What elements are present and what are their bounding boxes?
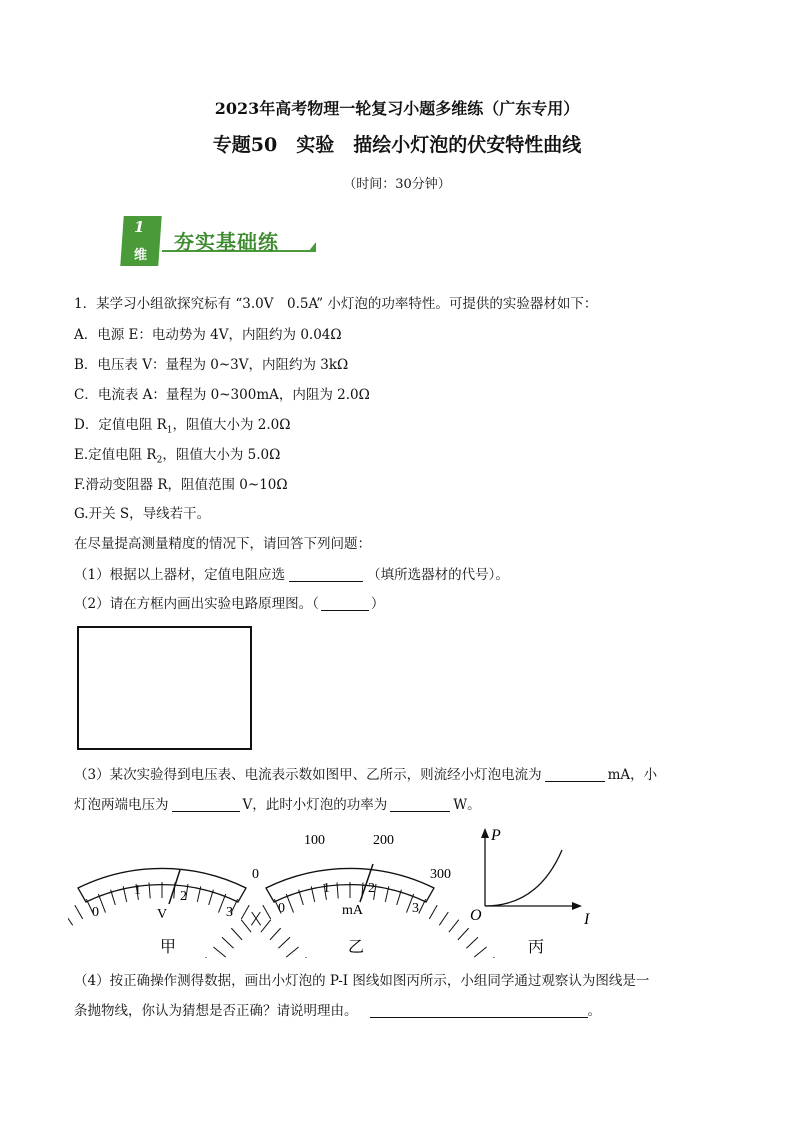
scale-tick <box>231 928 242 940</box>
part-3-unit-ma: mA，小 <box>607 767 658 783</box>
badge-wei: 维 <box>134 248 148 263</box>
option-d-pre: D．定值电阻 R <box>74 417 167 433</box>
time-limit: （时间：30分钟） <box>343 177 451 192</box>
pi-curve <box>485 850 562 906</box>
option-f: F.滑动变阻器 R，阻值范围 0~10Ω <box>74 477 288 493</box>
i-axis-arrow <box>572 902 582 910</box>
part-3-unit-v: V，此时小灯泡的功率为 <box>242 797 388 813</box>
part-4-line2 <box>74 999 601 1019</box>
answer-blank-reason[interactable] <box>370 1003 588 1018</box>
scale-tick <box>213 947 225 957</box>
section-badge <box>120 214 320 268</box>
ammeter-label-3: 3 <box>412 901 419 916</box>
part-2-text: （2）请在方框内画出实验电路原理图。（ <box>74 596 319 612</box>
scale-tick <box>439 912 448 925</box>
answer-blank-2[interactable] <box>321 596 369 611</box>
part-4-line1: （4）按正确操作测得数据，画出小灯泡的 P-I 图线如图丙所示，小组同学通过观察认为图线是一 <box>74 973 650 989</box>
graph-caption: 丙 <box>528 937 545 956</box>
part-3-text-b: 灯泡两端电压为 <box>74 797 169 813</box>
part-4-end: 。 <box>587 1003 601 1019</box>
p-axis-arrow <box>481 828 489 838</box>
badge-number: 1 <box>134 218 145 236</box>
ammeter-top-100: 100 <box>304 833 325 848</box>
q1-intro: 1．某学习小组欲探究标有 “3.0V 0.5A” 小灯泡的功率特性。可提供的实验器材如下： <box>74 296 598 312</box>
scale-tick <box>222 937 234 948</box>
part-3-line1 <box>74 763 657 783</box>
origin-label: O <box>470 907 482 924</box>
part-1 <box>74 563 509 583</box>
part-3-text-a: （3）某次实验得到电压表、电流表示数如图甲、乙所示，则流经小灯泡电流为 <box>74 767 542 783</box>
answer-blank-current[interactable] <box>545 767 605 782</box>
option-a: A．电源 E：电动势为 4V，内阻约为 0.04Ω <box>74 327 342 343</box>
voltmeter-label-2: 2 <box>180 889 187 904</box>
scale-tick <box>286 894 293 913</box>
paper-title: 2023年高考物理一轮复习小题多维练（广东专用） <box>214 99 580 118</box>
scale-tick <box>263 905 271 919</box>
scale-tick <box>481 957 494 958</box>
i-axis-label: I <box>584 911 590 928</box>
scale-tick <box>449 920 459 933</box>
scale-tick <box>429 905 437 919</box>
scale-tick <box>241 905 249 919</box>
part-1-text: （1）根据以上器材，定值电阻应选 <box>74 567 286 583</box>
scale-tick <box>206 957 219 958</box>
scale-tick <box>261 920 271 933</box>
ammeter-caption: 乙 <box>348 937 365 956</box>
ammeter-unit: mA <box>342 903 363 918</box>
part-2 <box>74 592 384 612</box>
scale-tick <box>458 928 469 940</box>
scale-tick <box>474 947 486 957</box>
meter-figures <box>68 826 608 958</box>
part-3-unit-w: W。 <box>453 797 481 813</box>
ammeter-top-0: 0 <box>252 867 259 882</box>
answer-blank-power[interactable] <box>390 797 450 812</box>
scale-tick <box>419 899 426 913</box>
voltmeter-unit: V <box>157 907 168 922</box>
ammeter-top-200: 200 <box>373 833 394 848</box>
p-axis-label: P <box>491 827 501 844</box>
badge-corner <box>308 242 316 252</box>
circuit-drawing-box[interactable] <box>77 626 252 750</box>
option-e-post: ，阻值大小为 5.0Ω <box>162 447 281 463</box>
ammeter-label-2: 2 <box>368 881 375 896</box>
option-e <box>74 443 280 466</box>
option-b: B．电压表 V：量程为 0~3V，内阻约为 3kΩ <box>74 357 349 373</box>
badge-text: 夯实基础练 <box>174 230 279 254</box>
part-4-text: 条抛物线，你认为猜想是否正确？请说明理由。 <box>74 1003 358 1019</box>
option-g: G.开关 S，导线若干。 <box>74 506 211 522</box>
scale-tick <box>278 937 290 948</box>
part-3-line2 <box>74 793 481 813</box>
voltmeter-needle <box>169 870 180 904</box>
q1-lead: 在尽量提高测量精度的情况下，请回答下列问题： <box>74 536 371 552</box>
voltmeter-label-0: 0 <box>92 905 99 920</box>
option-c: C．电流表 A：量程为 0~300mA，内阻为 2.0Ω <box>74 387 370 403</box>
ammeter-label-0: 0 <box>278 901 285 916</box>
ammeter-label-1: 1 <box>323 881 330 896</box>
scale-tick <box>68 912 73 925</box>
scale-tick <box>270 928 281 940</box>
ammeter-yi <box>192 833 507 958</box>
pi-graph-bing <box>470 827 590 956</box>
voltmeter-label-3: 3 <box>226 905 233 920</box>
ammeter-top-300: 300 <box>430 867 451 882</box>
scale-tick <box>286 947 298 957</box>
option-e-sub: 2 <box>156 455 163 466</box>
option-e-pre: E.定值电阻 R <box>74 447 157 463</box>
scale-tick <box>98 894 105 913</box>
scale-tick <box>219 894 226 913</box>
option-d <box>74 413 290 436</box>
option-d-post: ，阻值大小为 2.0Ω <box>172 417 291 433</box>
scale-tick <box>241 920 251 933</box>
answer-blank-1[interactable] <box>289 567 363 582</box>
option-d-sub: 1 <box>166 425 173 436</box>
scale-tick <box>466 937 478 948</box>
part-2-close: ） <box>370 596 385 612</box>
scale-tick <box>293 957 306 958</box>
answer-blank-voltage[interactable] <box>172 797 240 812</box>
voltmeter-label-1: 1 <box>134 883 141 898</box>
part-1-hint: （填所选器材的代号）。 <box>367 567 509 583</box>
voltmeter-caption: 甲 <box>160 937 177 956</box>
scale-tick <box>75 905 83 919</box>
topic-title: 专题50 实验 描绘小灯泡的伏安特性曲线 <box>212 134 582 156</box>
